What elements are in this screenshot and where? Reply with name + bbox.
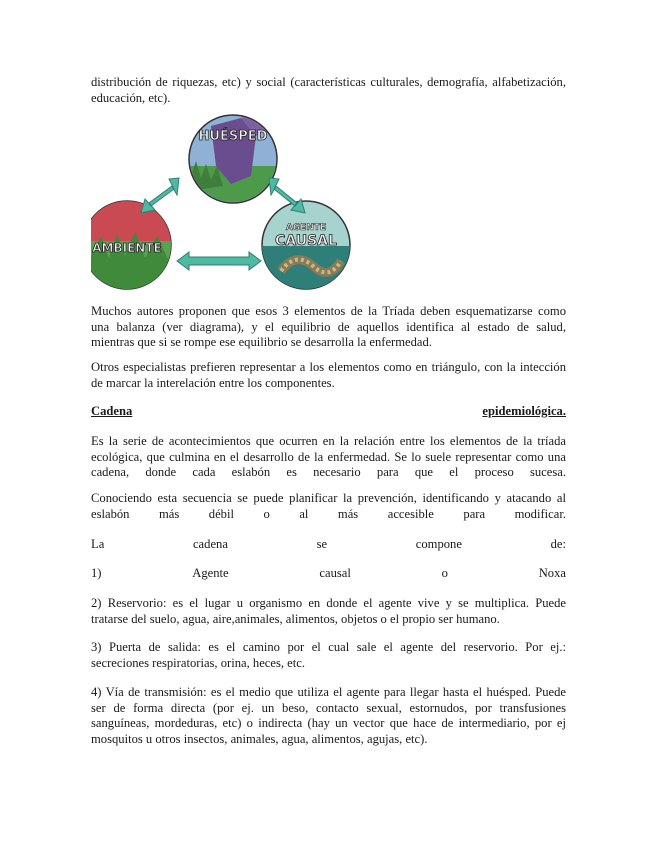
chain-heading xyxy=(91,404,566,419)
item-1-word: Agente xyxy=(192,566,229,580)
item-4-line-2: ser de forma directa (por ej. un beso, contacto sexual, estornudos, por transfusiones xyxy=(91,700,566,715)
balance-line-1: Muchos autores proponen que esos 3 elementos de la Tríada deben esquematizarse como xyxy=(91,304,566,318)
agent-label-line-1: AGENTE xyxy=(285,223,327,233)
series-line-2: ecológica, que culmina en el desarrollo de la enfermedad. Se lo suele representar como una xyxy=(91,449,566,464)
item-3-line-2: secreciones respiratorias, orina, heces, etc. xyxy=(91,655,305,670)
intro-line-1: distribución de riquezas, etc) y social (características culturales, demografía, alfabetización, xyxy=(91,75,566,89)
environment-circle xyxy=(91,201,176,291)
item-1-word: 1) xyxy=(91,566,102,580)
chain-intro-word: de: xyxy=(550,537,566,551)
prevention-line-2: eslabón más débil o al más accesible para modificar. xyxy=(91,506,566,521)
chain-intro-word: La xyxy=(91,537,105,551)
chain-intro-line xyxy=(91,537,566,552)
chain-item-2 xyxy=(91,596,566,627)
triangle-paragraph xyxy=(91,360,566,391)
item-4-line-3: sanguíneas, mordeduras, etc) o indirecta (hay un vector que hace de intermediario, por ej xyxy=(91,716,566,731)
arrow-host-environment xyxy=(141,178,179,213)
series-paragraph xyxy=(91,434,566,481)
environment-label: AMBIENTE xyxy=(92,241,162,255)
series-line-3: cadena, donde cada eslabón es necesario para que el proceso sucesa. xyxy=(91,465,566,480)
balance-paragraph xyxy=(91,304,566,351)
series-line-1: Es la serie de acontecimientos que ocurren en la relación entre los elementos de la tríada xyxy=(91,434,566,448)
item-1-word: Noxa xyxy=(538,566,566,580)
triangle-line-2: de marcar la interelación entre los componentes. xyxy=(91,375,335,390)
intro-paragraph xyxy=(91,75,566,106)
heading-word-1: Cadena xyxy=(91,404,133,418)
chain-item-3 xyxy=(91,640,566,671)
agent-circle xyxy=(261,201,356,296)
item-4-line-1: 4) Vía de transmisión: es el medio que utiliza el agente para llegar hasta el huésped. Puede xyxy=(91,685,566,699)
chain-intro-word: cadena xyxy=(192,537,228,551)
balance-line-3: mientras que si se rompe ese equilibrio se desarrolla la enfermedad. xyxy=(91,335,432,350)
item-4-line-4: mosquitos u otros insectos, animales, agua, alimentos, agujas, etc). xyxy=(91,731,428,746)
balance-line-2: una balanza (ver diagrama), y el equilibrio de aquellos identifica al estado de salud, xyxy=(91,319,566,334)
chain-item-1 xyxy=(91,566,566,581)
item-3-line-1: 3) Puerta de salida: es el camino por el cual sale el agente del reservorio. Por ej.: xyxy=(91,640,566,654)
epidemiological-triad-diagram xyxy=(91,106,371,296)
chain-intro-word: compone xyxy=(415,537,462,551)
item-2-line-1: 2) Reservorio: es el lugar u organismo en donde el agente vive y se multiplica. Puede xyxy=(91,596,566,610)
item-1-word: o xyxy=(441,566,448,580)
prevention-paragraph xyxy=(91,491,566,522)
chain-item-4 xyxy=(91,685,566,747)
agent-label-line-2: CAUSAL xyxy=(275,233,337,249)
arrow-environment-agent xyxy=(177,252,261,270)
host-label: HUÉSPED xyxy=(198,129,268,144)
triangle-line-1: Otros especialistas prefieren representar a los elementos como en triángulo, con la intección xyxy=(91,360,566,374)
item-2-line-2: tratarse del suelo, agua, aire,animales, alimentos, objetos o el propio ser humano. xyxy=(91,611,500,626)
prevention-line-1: Conociendo esta secuencia se puede planificar la prevención, identificando y atacando al xyxy=(91,491,566,505)
heading-word-2: epidemiológica. xyxy=(482,404,566,418)
chain-intro-word: se xyxy=(316,537,328,551)
item-1-word: causal xyxy=(319,566,351,580)
host-circle xyxy=(186,106,281,206)
intro-line-2: educación, etc). xyxy=(91,90,171,105)
